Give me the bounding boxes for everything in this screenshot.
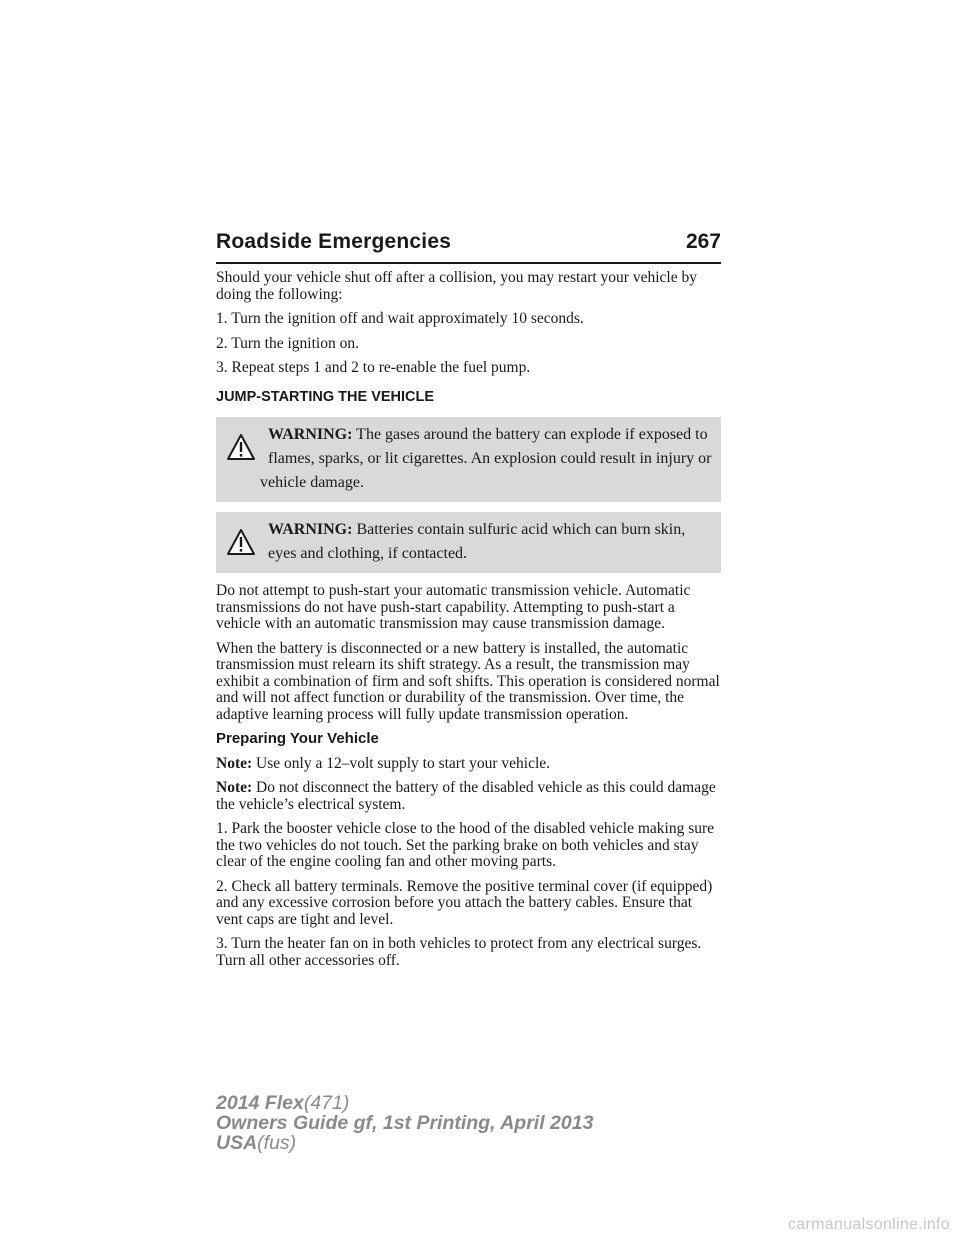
footer-guide: Owners Guide gf, 1st Printing, April 2013 bbox=[216, 1112, 594, 1134]
warning-box-explosion bbox=[216, 417, 721, 502]
footer-market-line bbox=[216, 1133, 593, 1153]
section-heading-jump-starting: JUMP-STARTING THE VEHICLE bbox=[216, 388, 435, 405]
note-label: Note: bbox=[216, 779, 253, 796]
intro-paragraph: Should your vehicle shut off after a collision, you may restart your vehicle by doing the following: bbox=[216, 269, 697, 303]
prep-step-2: 2. Check all battery terminals. Remove the positive terminal cover (if equipped) and any excessive corrosion before you attach the battery cables. Ensure that vent caps are tight and level. bbox=[216, 877, 713, 928]
footer-model-line bbox=[216, 1093, 593, 1113]
intro-step-3: 3. Repeat steps 1 and 2 to re-enable the fuel pump. bbox=[216, 359, 531, 376]
site-watermark: carmanualsonline.info bbox=[788, 1216, 950, 1233]
note-voltage bbox=[216, 756, 721, 773]
warning-text: The gases around the battery can explode if exposed to flames, sparks, or lit cigarettes. An explosion could result in injury or vehicle damage. bbox=[260, 426, 712, 491]
footer-market-code: (fus) bbox=[257, 1132, 297, 1154]
intro-step-1: 1. Turn the ignition off and wait approximately 10 seconds. bbox=[216, 310, 584, 327]
page-content bbox=[216, 270, 721, 977]
intro-step-2: 2. Turn the ignition on. bbox=[216, 334, 359, 352]
page-number: 267 bbox=[685, 230, 721, 253]
note-text: Use only a 12–volt supply to start your vehicle. bbox=[256, 754, 551, 772]
footer-model-code: (471) bbox=[303, 1092, 350, 1114]
warning-text: Batteries contain sulfuric acid which can burn skin, eyes and clothing, if contacted. bbox=[268, 521, 686, 562]
warning-label: WARNING: bbox=[268, 521, 353, 538]
note-disconnect bbox=[216, 780, 721, 813]
note-label: Note: bbox=[216, 754, 253, 772]
page-header bbox=[216, 230, 721, 264]
footer-model: 2014 Flex bbox=[216, 1092, 304, 1114]
print-footer bbox=[216, 1093, 593, 1153]
prep-step-1: 1. Park the booster vehicle close to the hood of the disabled vehicle making sure the two vehicles do not touch. Set the parking brake on both vehicles and stay clear of the engine cooling fan and other moving parts. bbox=[216, 820, 715, 870]
note-text: Do not disconnect the battery of the disabled vehicle as this could damage the vehicle’s electrical system. bbox=[216, 779, 716, 813]
warning-triangle-icon bbox=[226, 433, 256, 461]
relearn-paragraph: When the battery is disconnected or a new battery is installed, the automatic transmission must relearn its shift strategy. As a result, the transmission may exhibit a combination of firm and soft shifts. This operation is considered normal and will not affect function or durability of the transmission. Over time, the adaptive learning process will fully update transmission operation. bbox=[216, 639, 720, 723]
warning-box-acid bbox=[216, 512, 721, 573]
sub-heading-preparing: Preparing Your Vehicle bbox=[216, 730, 379, 747]
footer-market: USA bbox=[216, 1132, 258, 1154]
page-title: Roadside Emergencies bbox=[216, 230, 452, 253]
warning-triangle-icon bbox=[226, 528, 256, 556]
push-start-paragraph: Do not attempt to push-start your automatic transmission vehicle. Automatic transmissions do not have push-start capability. Attempting to push-start a vehicle with an automatic transmission may cause transmission damage. bbox=[216, 582, 691, 632]
warning-label: WARNING: bbox=[268, 426, 353, 443]
prep-step-3: 3. Turn the heater fan on in both vehicles to protect from any electrical surges. Turn all other accessories off. bbox=[216, 935, 702, 969]
